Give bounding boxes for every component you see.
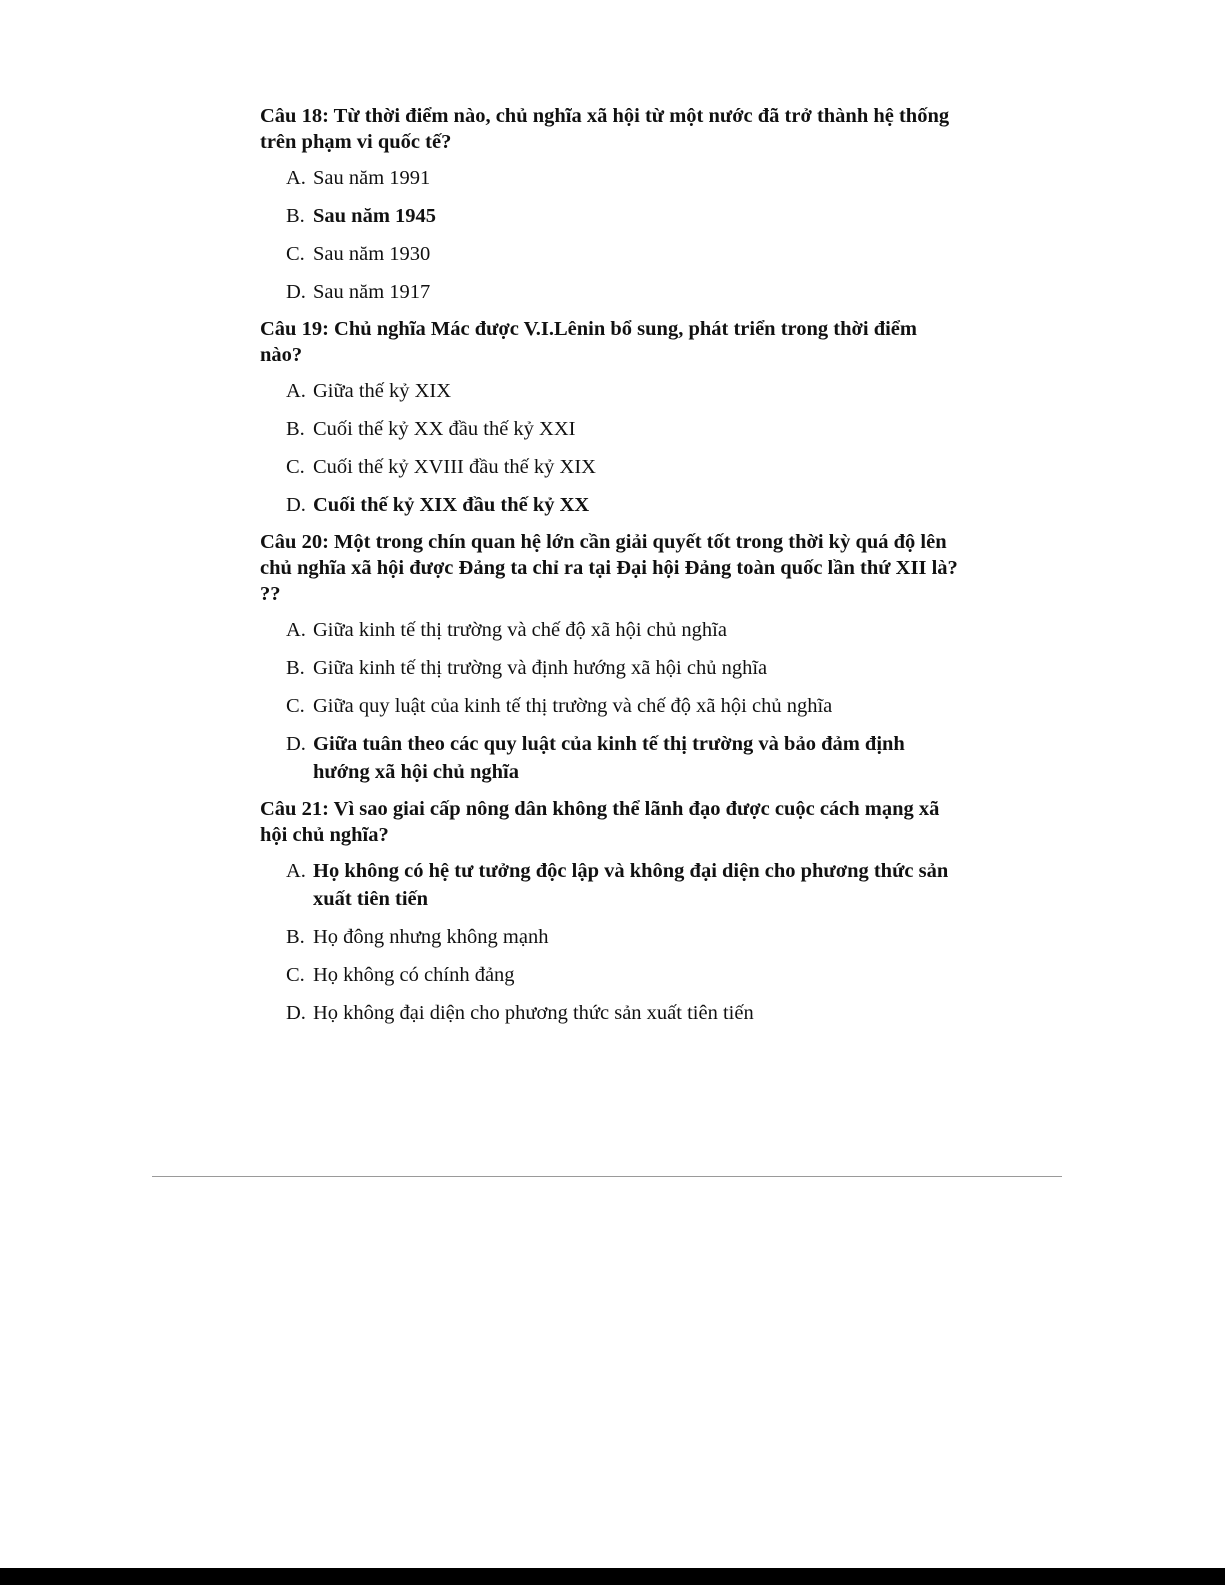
option-letter: D. — [286, 733, 306, 755]
question-title: Câu 18: Từ thời điểm nào, chủ nghĩa xã hội từ một nước đã trở thành hệ thống trên phạm vi quốc tế? — [260, 105, 950, 153]
option-d — [260, 278, 960, 306]
options-list — [260, 164, 960, 306]
option-text: Cuối thế kỷ XX đầu thế kỷ XXI — [313, 418, 576, 440]
quiz-content — [260, 103, 960, 1037]
option-letter: C. — [286, 456, 305, 478]
option-letter: A. — [286, 860, 306, 882]
page-divider — [152, 1176, 1062, 1177]
option-a — [260, 616, 960, 644]
option-text: Họ đông nhưng không mạnh — [313, 926, 549, 948]
bottom-bar — [0, 1568, 1225, 1585]
option-text: Cuối thế kỷ XVIII đầu thế kỷ XIX — [313, 456, 596, 478]
option-letter: B. — [286, 418, 305, 440]
option-b-correct — [260, 202, 960, 230]
option-letter: D. — [286, 494, 306, 516]
option-text: Sau năm 1917 — [313, 281, 431, 303]
question-title: Câu 21: Vì sao giai cấp nông dân không thể lãnh đạo được cuộc cách mạng xã hội chủ nghĩa? — [260, 798, 940, 846]
option-letter: A. — [286, 619, 306, 641]
option-text: Giữa tuân theo các quy luật của kinh tế thị trường và bảo đảm định hướng xã hội chủ nghĩa — [313, 733, 905, 783]
option-b — [260, 923, 960, 951]
option-d-correct — [260, 491, 960, 519]
option-text: Giữa thế kỷ XIX — [313, 380, 452, 402]
question-19 — [260, 316, 960, 519]
option-letter: D. — [286, 1002, 306, 1024]
option-a — [260, 377, 960, 405]
option-b — [260, 415, 960, 443]
question-21 — [260, 796, 960, 1027]
option-letter: C. — [286, 243, 305, 265]
option-text: Giữa quy luật của kinh tế thị trường và chế độ xã hội chủ nghĩa — [313, 695, 833, 717]
option-text: Giữa kinh tế thị trường và chế độ xã hội chủ nghĩa — [313, 619, 727, 641]
option-d — [260, 999, 960, 1027]
options-list — [260, 377, 960, 519]
option-text: Họ không có chính đảng — [313, 964, 515, 986]
question-title: Câu 19: Chủ nghĩa Mác được V.I.Lênin bổ sung, phát triển trong thời điểm nào? — [260, 318, 917, 366]
question-20 — [260, 529, 960, 786]
option-text: Giữa kinh tế thị trường và định hướng xã hội chủ nghĩa — [313, 657, 768, 679]
option-text: Sau năm 1945 — [313, 205, 437, 227]
option-c — [260, 453, 960, 481]
option-a-correct — [260, 857, 960, 913]
option-text: Sau năm 1991 — [313, 167, 431, 189]
question-title: Câu 20: Một trong chín quan hệ lớn cần giải quyết tốt trong thời kỳ quá độ lên chủ nghĩa xã hội được Đảng ta chỉ ra tại Đại hội Đảng toàn quốc lần thứ XII là? ?? — [260, 531, 958, 605]
option-b — [260, 654, 960, 682]
option-c — [260, 240, 960, 268]
option-letter: A. — [286, 380, 306, 402]
option-text: Họ không đại diện cho phương thức sản xuất tiên tiến — [313, 1002, 754, 1024]
options-list — [260, 616, 960, 786]
option-text: Sau năm 1930 — [313, 243, 431, 265]
option-text: Họ không có hệ tư tưởng độc lập và không đại diện cho phương thức sản xuất tiên tiến — [313, 860, 949, 910]
option-c — [260, 961, 960, 989]
option-letter: B. — [286, 205, 305, 227]
option-letter: C. — [286, 695, 305, 717]
option-d-correct — [260, 730, 960, 786]
option-text: Cuối thế kỷ XIX đầu thế kỷ XX — [313, 494, 590, 516]
option-letter: A. — [286, 167, 306, 189]
option-letter: C. — [286, 964, 305, 986]
option-a — [260, 164, 960, 192]
option-letter: B. — [286, 657, 305, 679]
options-list — [260, 857, 960, 1027]
question-18 — [260, 103, 960, 306]
option-letter: D. — [286, 281, 306, 303]
option-c — [260, 692, 960, 720]
option-letter: B. — [286, 926, 305, 948]
